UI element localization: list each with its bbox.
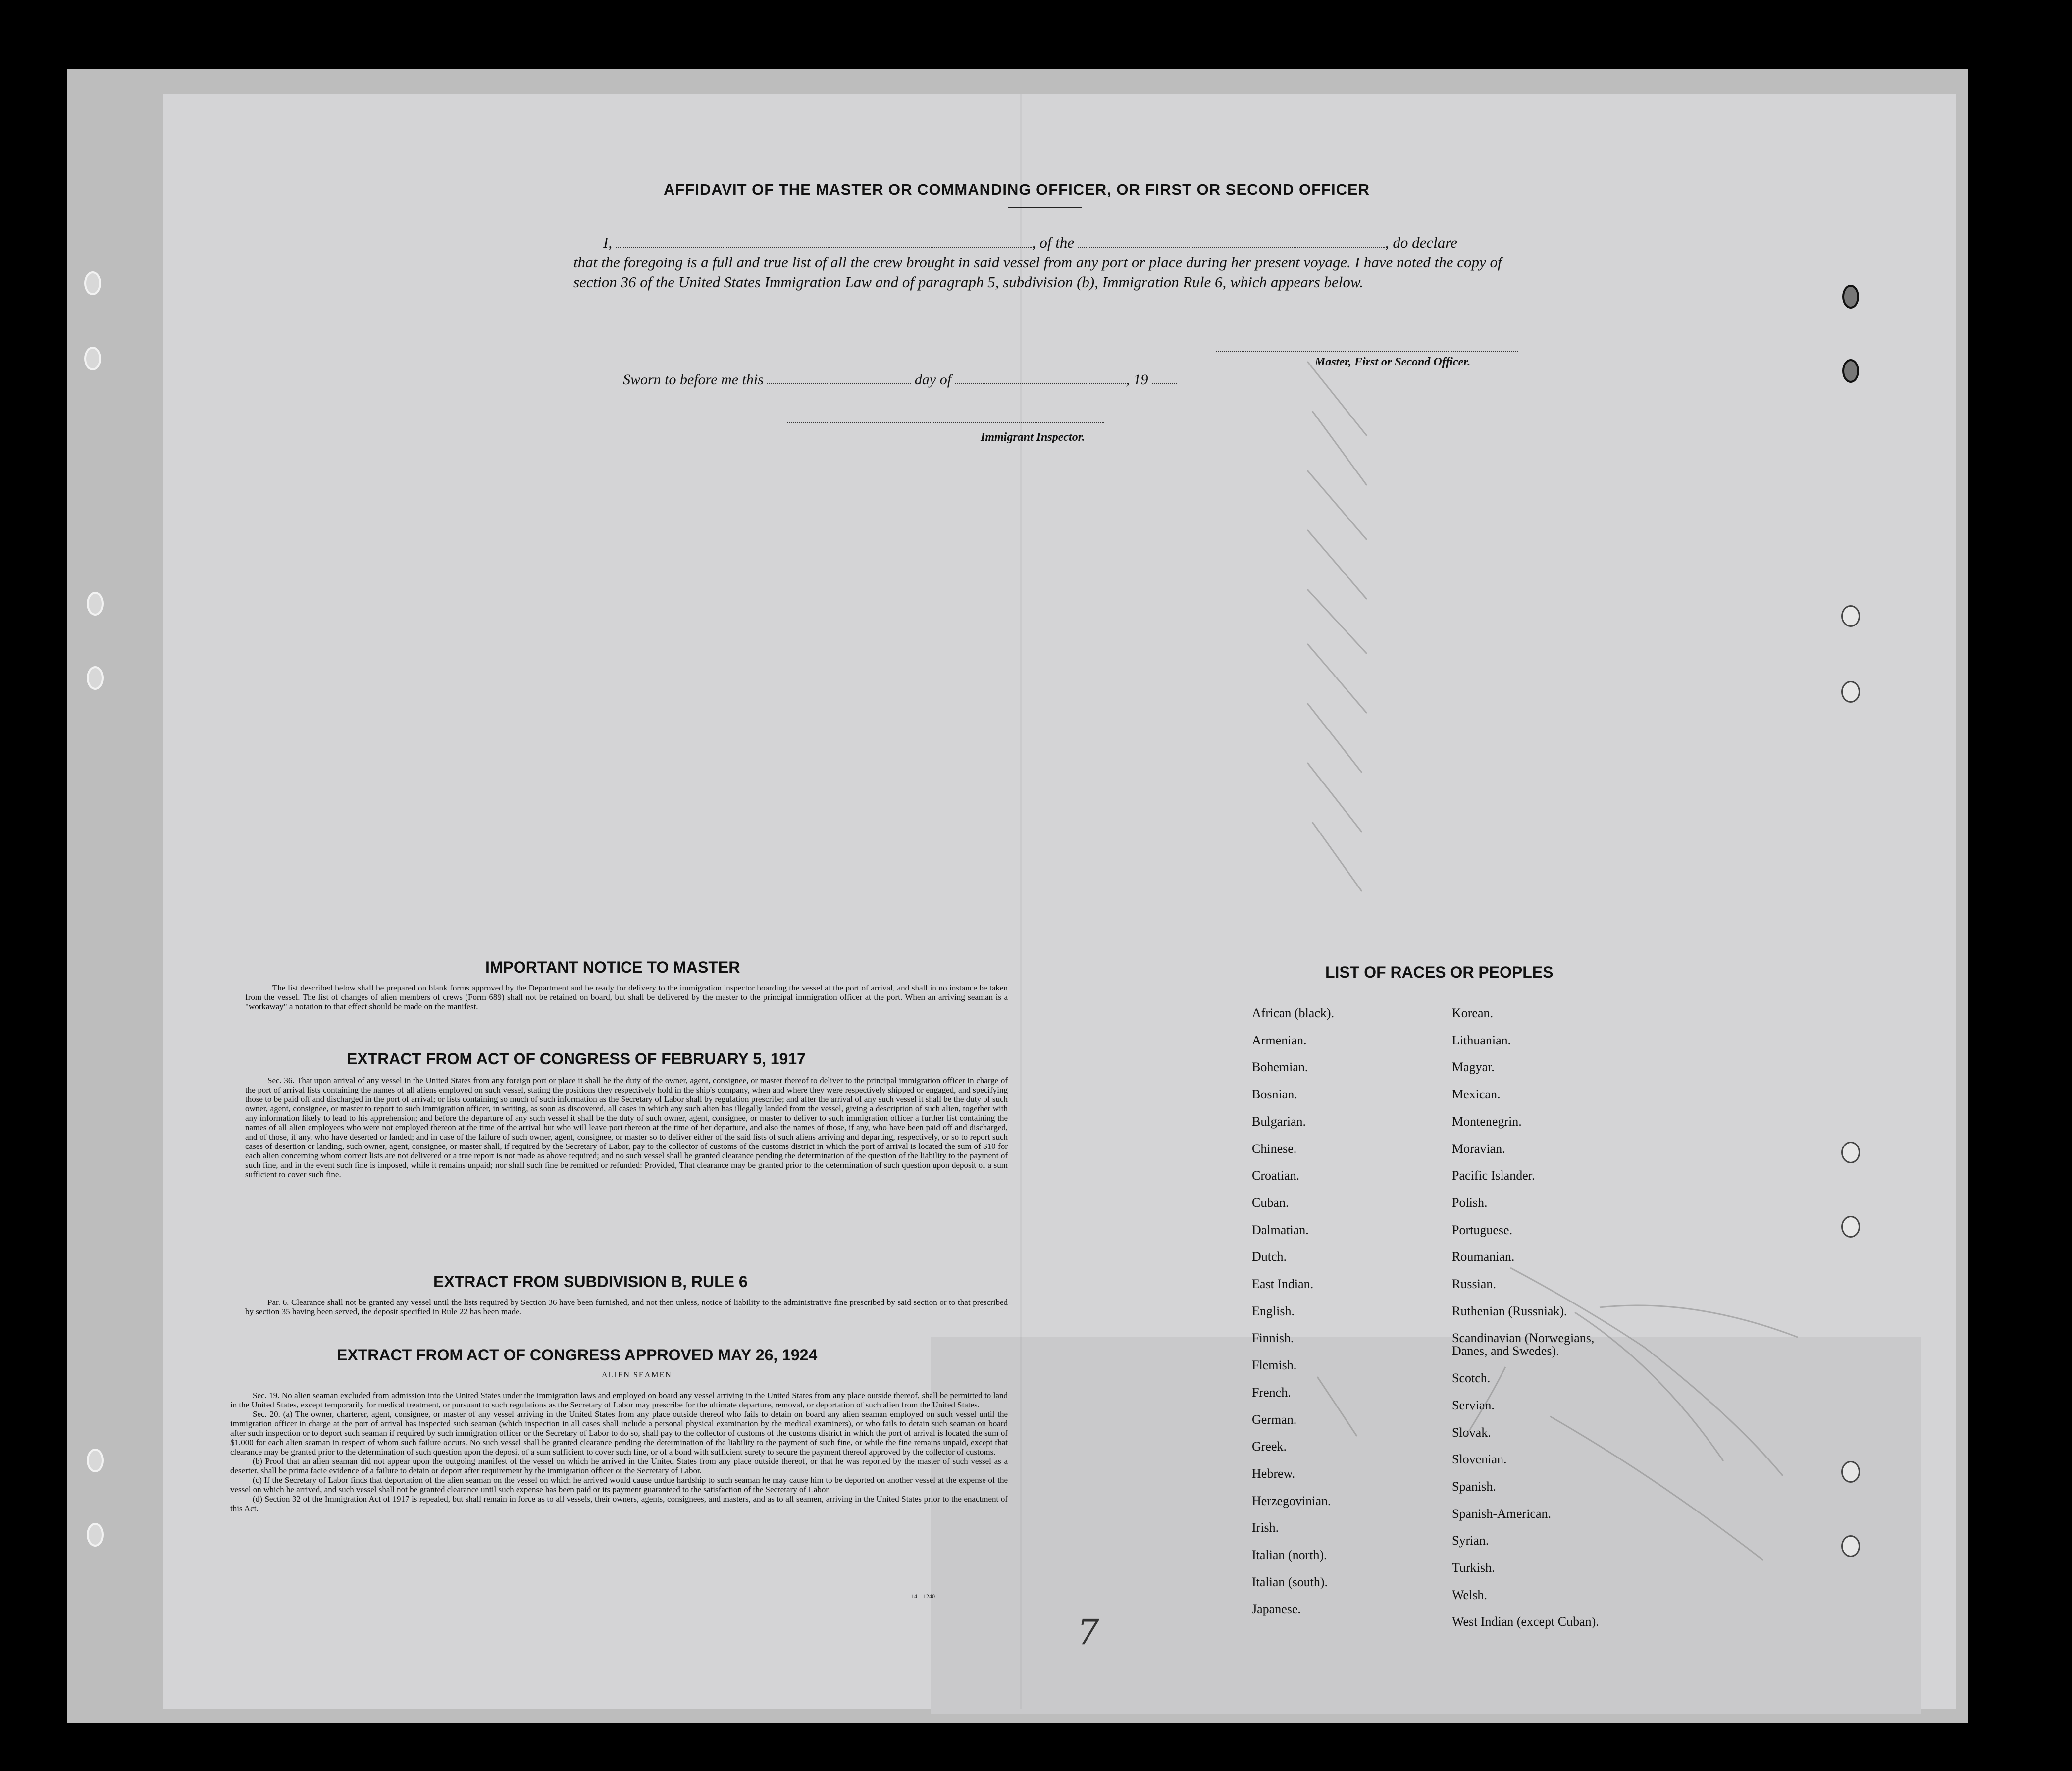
race-item: Dutch. xyxy=(1252,1250,1287,1264)
alien-seamen-subheading: ALIEN SEAMEN xyxy=(602,1371,672,1379)
sec20a-text: Sec. 20. (a) The owner, charterer, agent, consignee, or master of any vessel arriving in the United States from any place outside thereof who fails to detain on board any alien seaman employed on such vessel until the immigration officer in charge at the port of arrival has inspected such seaman (which inspection in all cases shall include a personal physical examination by the medical examiners), or who fails to detain such seaman on board after such inspection or to deport such seaman if required by such immigration officer or the Secretary of Labor to do so, shall pay to the collector of customs of the customs district in which the port of arrival is located the sum of $1,000 for each alien seaman in respect of whom such failure occurs. No such vessel shall be granted clearance pending the determination of the liability to the payment of such fine, or while the fine remains unpaid, except that clearance may be granted prior to the determination of such question upon the deposit of a sum sufficient to cover such fine, or of a bond with sufficient surety to secure the payment thereof approved by the collector of customs. xyxy=(230,1409,1008,1457)
extract-rule6-text: Par. 6. Clearance shall not be granted any vessel until the lists required by Section 36 have been furnished, and not then unless, notice of liability to the administrative fine prescribed by said section or to that prescribed by section 35 having been served, the deposit specified in Rule 22 has been made. xyxy=(245,1298,1008,1316)
notice-heading: IMPORTANT NOTICE TO MASTER xyxy=(485,958,740,976)
sec20c-text: (c) If the Secretary of Labor finds that deportation of the alien seaman on the vessel on which he arrived would cause undue hardship to such seaman he may cause him to be deported on another vessel at the expense of the vessel on which he arrived, and such vessel shall not be granted clearance until such expense has been paid or its payment guaranteed to the satisfaction of the Secretary of Labor. xyxy=(230,1475,1008,1494)
race-item: Welsh. xyxy=(1452,1587,1487,1602)
race-item: Spanish. xyxy=(1452,1479,1496,1494)
affidavit-do-declare: , do declare xyxy=(1385,234,1457,251)
race-item: Turkish. xyxy=(1452,1561,1495,1575)
race-item: Magyar. xyxy=(1452,1060,1495,1075)
race-item: Chinese. xyxy=(1252,1141,1297,1156)
pencil-stroke xyxy=(1600,1305,1798,1337)
race-item: Irish. xyxy=(1252,1520,1279,1535)
extract-1917-text: Sec. 36. That upon arrival of any vessel in the United States from any foreign port or place it shall be the duty of the owner, agent, consignee, or master thereof to deliver to the principal immigration officer in charge of the port of arrival lists containing the names of all aliens employed on such vessel, stating the positions they respectively hold in the ship's company, when and where they were respectively shipped or engaged, and specifying those to be paid off and discharged in the port of arrival; or lists containing so much of such information as the Secretary of Labor shall by regulation prescribe; and after the arrival of any such vessel it shall be the duty of such owner, agent, consignee, or master to report to such immigration officer, in writing, as soon as discovered, all cases in which any such alien has illegally landed from the vessel, giving a description of such alien, together with any information likely to lead to his apprehension; and before the departure of any such vessel it shall be the duty of such owner, agent, consignee, or master to deliver to such immigration officer a further list containing the names of all alien employees who were not employed thereon at the time of the arrival but who will leave port thereon at the time of her departure, and also the names of those, if any, who have been paid off and discharged, and of those, if any, who have deserted or landed; and in case of the failure of such owner, agent, consignee, or master so to deliver either of the said lists of such aliens arriving and departing, respectively, or so to report such cases of desertion or landing, such owner, agent, consignee, or master shall, if required by the Secretary of Labor, pay to the collector of customs of the customs district in which the port of arrival is located the sum of $10 for each alien concerning whom correct lists are not delivered or a true report is not made as above required; and no such vessel shall be granted clearance pending the determination of the question of the liability to the payment of such fine, and in the event such fine is imposed, while it remains unpaid; nor shall such fine be remitted or refunded: Provided, That clearance may be granted prior to the determination of such question upon deposit of a sum sufficient to cover such fine. xyxy=(245,1076,1008,1179)
race-item: Armenian. xyxy=(1252,1033,1307,1047)
race-item: Flemish. xyxy=(1252,1358,1297,1373)
pencil-stroke xyxy=(1575,1312,1723,1461)
race-item: Russian. xyxy=(1452,1277,1496,1291)
race-item: Italian (north). xyxy=(1252,1548,1327,1562)
race-item: English. xyxy=(1252,1303,1295,1318)
extract-1917-heading: EXTRACT FROM ACT OF CONGRESS OF FEBRUARY 5, 1917 xyxy=(347,1050,806,1068)
race-item: Dalmatian. xyxy=(1252,1222,1309,1237)
race-item: Greek. xyxy=(1252,1439,1287,1454)
pencil-tick xyxy=(1307,703,1362,773)
race-item: Servian. xyxy=(1452,1398,1495,1412)
sec20d-text: (d) Section 32 of the Immigration Act of 1917 is repealed, but shall remain in force as to all vessels, their owners, agents, consignees, and masters, and as to all seamen, arriving in the United States prior to the enactment of this Act. xyxy=(230,1494,1008,1513)
race-item: Slovenian. xyxy=(1452,1452,1507,1467)
race-item: Montenegrin. xyxy=(1452,1114,1522,1129)
affidavit-i: I, xyxy=(603,234,613,251)
race-item: German. xyxy=(1252,1412,1297,1427)
race-item: Korean. xyxy=(1452,1006,1494,1020)
race-item: Scandinavian (Norwegians, xyxy=(1452,1331,1595,1346)
race-item: Japanese. xyxy=(1252,1602,1301,1616)
pencil-tick xyxy=(1312,411,1367,485)
pencil-tick xyxy=(1312,822,1362,891)
affidavit-body: that the foregoing is a full and true list of all the crew brought in said vessel from any port or place during her present voyage. I have noted the copy of section 36 of the United States Immigration Law and of paragraph 5, subdivision (b), Immigration Rule 6, which appears below. xyxy=(573,254,1502,291)
affidavit-title: AFFIDAVIT OF THE MASTER OR COMMANDING OFFICER, OR FIRST OR SECOND OFFICER xyxy=(664,181,1370,198)
pencil-tick xyxy=(1307,362,1367,436)
affidavit-of-the: , of the xyxy=(1032,234,1075,251)
pencil-stroke xyxy=(1510,1268,1783,1476)
race-item: Mexican. xyxy=(1452,1087,1501,1102)
race-item: Pacific Islander. xyxy=(1452,1168,1535,1183)
race-item: Finnish. xyxy=(1252,1331,1294,1346)
notice-text: The list described below shall be prepared on blank forms approved by the Department and be ready for delivery to the immigration inspector boarding the vessel at the port of arrival, and shall in no instance be taken from the vessel. The list of changes of alien members of crews (Form 689) shall not be retained on board, but shall be delivered by the master to the principal immigration officer at the port. When an arriving seaman is a "workaway" a notation to that effect should be made on the manifest. xyxy=(245,983,1008,1011)
race-item: Bohemian. xyxy=(1252,1060,1308,1075)
race-item: African (black). xyxy=(1252,1006,1335,1020)
race-item: Slovak. xyxy=(1452,1425,1491,1440)
pencil-tick xyxy=(1307,763,1362,832)
pencil-tick xyxy=(1317,1377,1357,1436)
form-number: 14—1240 xyxy=(911,1593,935,1600)
race-item: Italian (south). xyxy=(1252,1574,1328,1589)
sworn-year-prefix: , 19 xyxy=(1126,371,1148,388)
extract-1924-heading: EXTRACT FROM ACT OF CONGRESS APPROVED MAY 26, 1924 xyxy=(337,1346,818,1364)
race-item: Polish. xyxy=(1452,1195,1488,1210)
sworn-day-of: day of xyxy=(914,371,952,388)
race-item: Croatian. xyxy=(1252,1168,1300,1183)
race-item: Lithuanian. xyxy=(1452,1033,1511,1047)
race-item: French. xyxy=(1252,1385,1291,1400)
race-item: Bosnian. xyxy=(1252,1087,1297,1102)
sec19-text: Sec. 19. No alien seaman excluded from admission into the United States under the immigration laws and employed on board any vessel arriving in the United States from any place outside thereof, shall be permitted to land in the United States, except temporarily for medical treatment, or pursuant to such regulations as the Secretary of Labor may prescribe for the ultimate departure, removal, or deportation of such alien from the United States. xyxy=(230,1391,1008,1409)
race-item: Ruthenian (Russniak). xyxy=(1452,1303,1567,1318)
race-item: Bulgarian. xyxy=(1252,1114,1306,1129)
inspector-label: Immigrant Inspector. xyxy=(981,431,1085,444)
pencil-stroke xyxy=(1466,1367,1505,1436)
race-item: Portuguese. xyxy=(1452,1222,1513,1237)
races-heading: LIST OF RACES OR PEOPLES xyxy=(1325,963,1554,981)
race-item: Scotch. xyxy=(1452,1371,1491,1386)
pencil-tick xyxy=(1307,470,1367,540)
pencil-stroke xyxy=(1550,1416,1763,1560)
race-item: Roumanian. xyxy=(1452,1250,1515,1264)
race-item: East Indian. xyxy=(1252,1277,1314,1291)
pencil-tick xyxy=(1307,589,1367,654)
race-item: Spanish-American. xyxy=(1452,1506,1552,1521)
master-signature-label: Master, First or Second Officer. xyxy=(1315,356,1471,368)
race-item: Hebrew. xyxy=(1252,1466,1295,1481)
race-item: Cuban. xyxy=(1252,1195,1289,1210)
race-item: Danes, and Swedes). xyxy=(1452,1344,1559,1358)
race-item: Moravian. xyxy=(1452,1141,1505,1156)
race-item: Syrian. xyxy=(1452,1533,1489,1548)
extract-rule6-heading: EXTRACT FROM SUBDIVISION B, RULE 6 xyxy=(433,1273,748,1291)
pencil-tick xyxy=(1307,530,1367,599)
sworn-prefix: Sworn to before me this xyxy=(623,371,764,388)
handwritten-mark: 7 xyxy=(1077,1612,1099,1653)
race-item: West Indian (except Cuban). xyxy=(1452,1615,1599,1629)
sec20b-text: (b) Proof that an alien seaman did not appear upon the outgoing manifest of the vessel on which he arrived in the United States from any place outside thereof, or that he was reported by the master of such vessel as a deserter, shall be prima facie evidence of a failure to detain or deport after requirement by the immigration officer or the Secretary of Labor. xyxy=(230,1457,1008,1475)
race-item: Herzegovinian. xyxy=(1252,1493,1331,1508)
pencil-tick xyxy=(1307,644,1367,713)
